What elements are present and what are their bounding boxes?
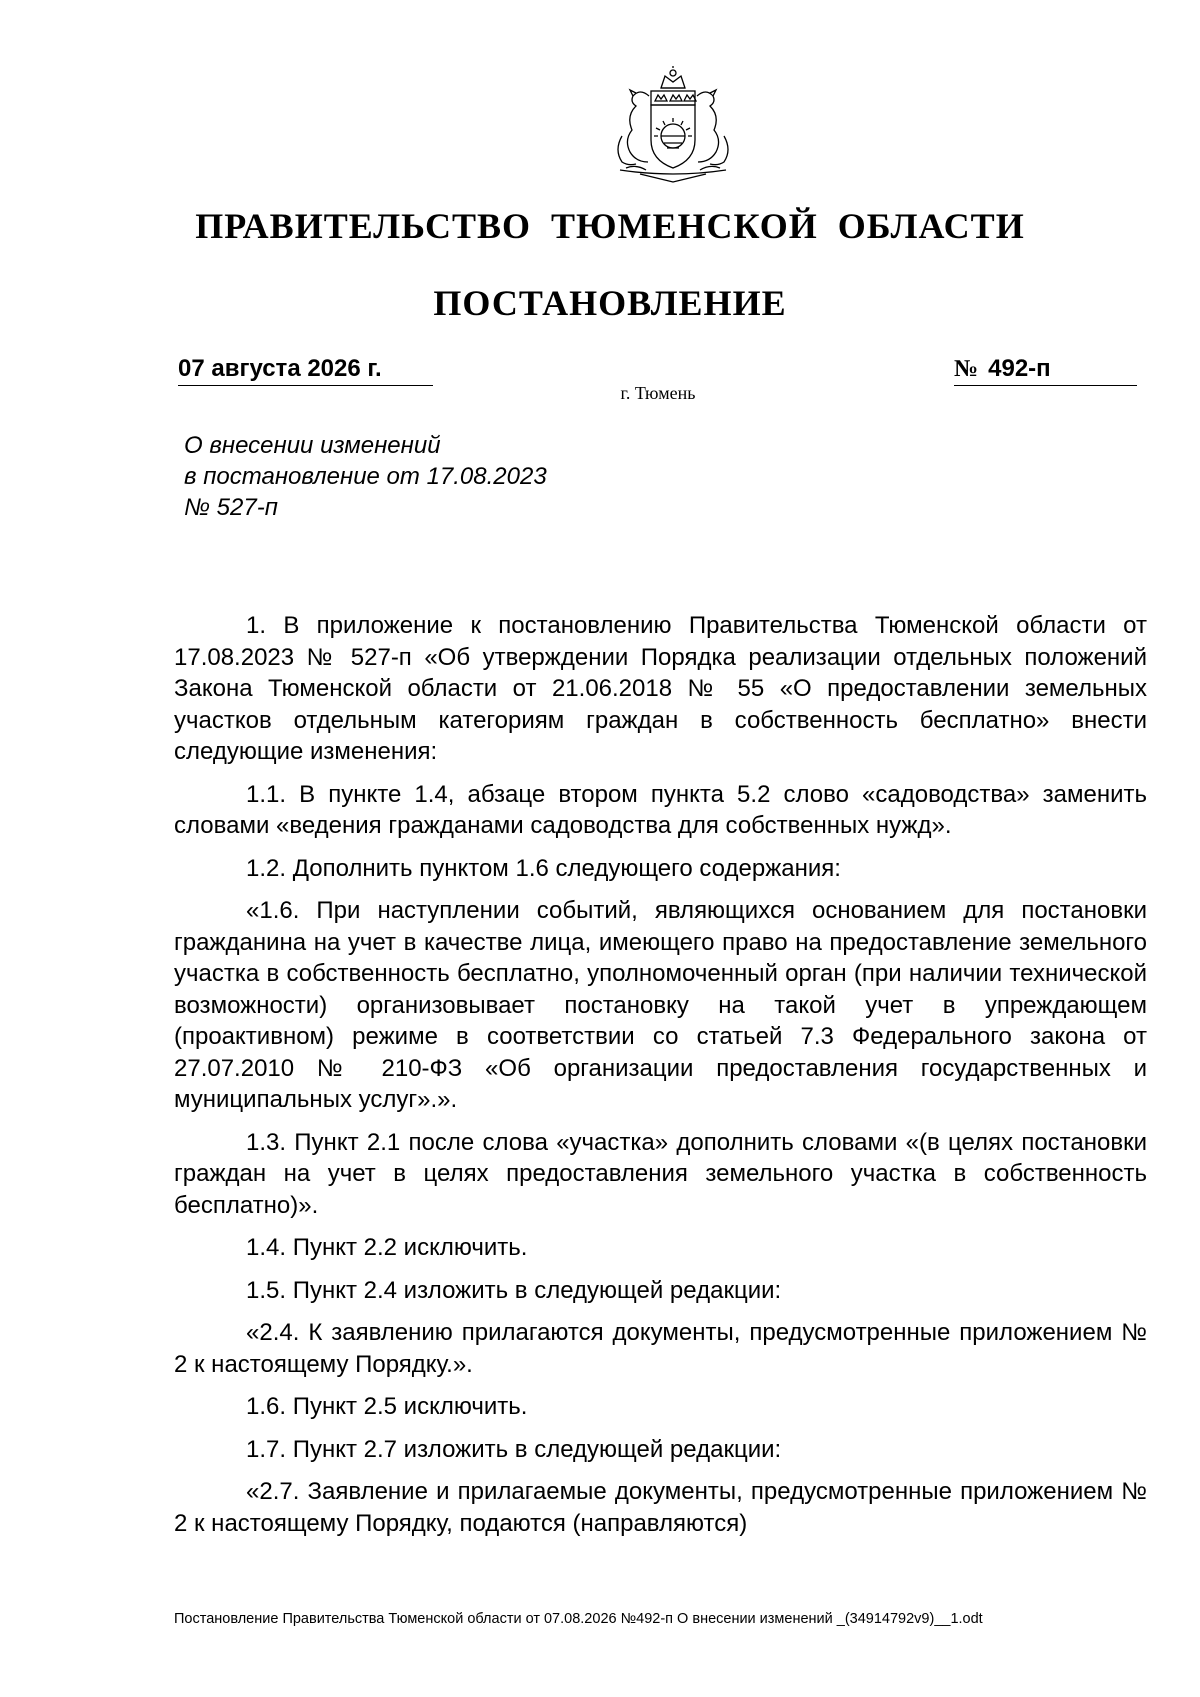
- document-subject: [184, 430, 547, 523]
- document-date: 07 августа 2026 г.: [178, 355, 433, 386]
- body-paragraph: 1.3. Пункт 2.1 после слова «участка» дополнить словами «(в целях постановки граждан на учет в целях предоставления земельного участка в собственность бесплатно)».: [174, 1128, 1147, 1219]
- body-paragraph: 1.7. Пункт 2.7 изложить в следующей редакции:: [246, 1435, 782, 1463]
- page-footer: Постановление Правительства Тюменской области от 07.08.2026 №492-п О внесении изменений _(34914792v9)__1.odt: [174, 1611, 983, 1627]
- document-type-title: ПОСТАНОВЛЕНИЕ: [433, 283, 787, 323]
- document-city: г. Тюмень: [620, 383, 696, 403]
- body-paragraph: 1. В приложение к постановлению Правительства Тюменской области от 17.08.2023 № 527-п «Об утверждении Порядка реализации отдельных положений Закона Тюменской области от 21.06.2018 № 55 «О предоставлении земельных участков отдельным категориям граждан в собственность бесплатно» внести следующие изменения:: [174, 612, 1147, 765]
- document-number-field: [954, 355, 1137, 386]
- body-paragraph: 1.4. Пункт 2.2 исключить.: [246, 1234, 528, 1261]
- body-paragraph: 1.6. Пункт 2.5 исключить.: [246, 1393, 528, 1420]
- number-sign: №: [954, 356, 979, 382]
- body-paragraph: «2.4. К заявлению прилагаются документы, предусмотренные приложением № 2 к настоящему Порядку.».: [174, 1319, 1147, 1378]
- subject-line: О внесении изменений: [184, 432, 441, 459]
- body-paragraph: 1.2. Дополнить пунктом 1.6 следующего содержания:: [246, 854, 841, 882]
- body-paragraph: 1.1. В пункте 1.4, абзаце втором пункта 5.2 слово «садоводства» заменить словами «ведения гражданами садоводства для собственных нужд».: [174, 780, 1147, 839]
- body-paragraph: «1.6. При наступлении событий, являющихся основанием для постановки гражданина на учет в качестве лица, имеющего право на предоставление земельного участка в собственность бесплатно, уполномоченный орган (при наличии технической возможности) организовывает постановку на такой учет в упреждающем (проактивном) режиме в соответствии со статьей 7.3 Федерального закона от 27.07.2010 № 210-ФЗ «Об организации предоставления государственных и муниципальных услуг».».: [174, 897, 1147, 1113]
- document-body: [174, 610, 1147, 1550]
- tyumen-region-coat-of-arms-icon: [600, 66, 746, 190]
- document-number: 492-п: [988, 355, 1051, 382]
- subject-line: № 527-п: [184, 494, 278, 521]
- government-title: ПРАВИТЕЛЬСТВО ТЮМЕНСКОЙ ОБЛАСТИ: [195, 206, 1025, 246]
- body-paragraph: 1.5. Пункт 2.4 изложить в следующей редакции:: [246, 1276, 782, 1304]
- subject-line: в постановление от 17.08.2023: [184, 463, 547, 490]
- body-paragraph: «2.7. Заявление и прилагаемые документы, предусмотренные приложением № 2 к настоящему Порядку, подаются (направляются): [174, 1478, 1147, 1537]
